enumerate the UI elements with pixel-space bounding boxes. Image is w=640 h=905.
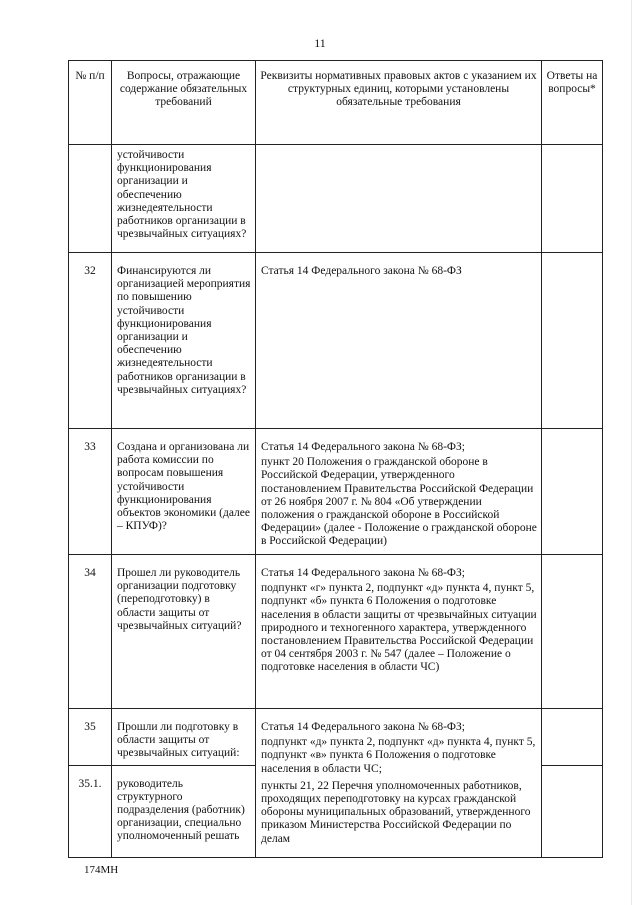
row-question: руководитель структурного подразделения (работник) организации, специально уполномоченный решать (112, 765, 256, 857)
header-requisites: Реквизиты нормативных правовых актов с указанием их структурных единиц, которыми установлены обязательные требования (256, 61, 542, 145)
row-answer-cell[interactable] (542, 765, 603, 857)
table-header-row (69, 61, 603, 145)
requirements-table (68, 60, 603, 858)
row-num: 32 (69, 253, 112, 429)
row-answer-cell[interactable] (542, 145, 603, 253)
row-num: 35 (69, 709, 112, 766)
row-num: 34 (69, 555, 112, 709)
row-question: Создана и организована ли работа комиссии по вопросам повышения устойчивости функционирования объектов экономики (далее – КПУФ)? (112, 429, 256, 555)
requisite-line: Статья 14 Федерального закона № 68-ФЗ; (261, 567, 465, 579)
row-question: Прошли ли подготовку в области защиты от чрезвычайных ситуаций: (112, 709, 256, 766)
row-question: Финансируются ли организацией мероприятия по повышению устойчивости функционирования организации и обеспечению жизнедеятельности работников организации в чрезвычайных ситуациях? (112, 253, 256, 429)
requisite-line: Статья 14 Федерального закона № 68-ФЗ; (261, 721, 465, 733)
requisite-line: Статья 14 Федерального закона № 68-ФЗ (261, 265, 462, 277)
requisite-line: подпункт «г» пункта 2, подпункт «д» пункта 4, пункт 5, подпункт «б» пункта 6 Положения о подготовке населения в области защиты от чрезвычайных ситуации природного и техногенного характера, утвержденного постановлением Правительства Российской Федерации от 04 сентября 2003 г. № 547 (далее – Положение о подготовке населения в области ЧС) (261, 582, 537, 674)
row-question: устойчивости функционирования организации и обеспечению жизнедеятельности работников организации в чрезвычайных ситуациях? (112, 145, 256, 253)
row-requisites (256, 253, 542, 429)
row-num: 33 (69, 429, 112, 555)
header-num: № п/п (69, 61, 112, 145)
table-row (69, 709, 603, 766)
row-num: 35.1. (69, 765, 112, 857)
row-answer-cell[interactable] (542, 253, 603, 429)
table-row (69, 555, 603, 709)
row-answer-cell[interactable] (542, 429, 603, 555)
requisite-line: пункт 20 Положения о гражданской обороне в Российской Федерации, утвержденного постановлением Правительства Российской Федерации от 26 ноября 2007 г. № 804 «Об утверждении положения о гражданской обороне в Российской Федерации» (далее - Положение о гражданской обороне в Российской Федерации) (261, 456, 537, 548)
table-row (69, 145, 603, 253)
footer-code: 174МН (84, 864, 119, 876)
row-requisites (256, 709, 542, 858)
header-answers: Ответы на вопросы* (542, 61, 603, 145)
page-edge-line (631, 0, 632, 905)
table-row (69, 429, 603, 555)
page-number: 11 (314, 36, 326, 50)
requisite-line: подпункт «д» пункта 2, подпункт «д» пункта 4, пункт 5, подпункт «в» пункта 6 Положения о подготовке населения в области ЧС; (261, 736, 536, 775)
row-answer-cell[interactable] (542, 709, 603, 766)
row-requisites (256, 555, 542, 709)
requisite-line: Статья 14 Федерального закона № 68-ФЗ; (261, 441, 465, 453)
row-answer-cell[interactable] (542, 555, 603, 709)
row-question: Прошел ли руководитель организации подготовку (переподготовку) в области защиты от чрезвычайных ситуаций? (112, 555, 256, 709)
header-question: Вопросы, отражающие содержание обязательных требований (112, 61, 256, 145)
row-requisites (256, 429, 542, 555)
table-row (69, 253, 603, 429)
row-num (69, 145, 112, 253)
requisite-line: пункты 21, 22 Перечня уполномоченных работников, проходящих переподготовку на курсах гражданской обороны муниципальных образований, утвержденного приказом Министерства Российской Федерации по делам (261, 779, 531, 845)
row-requisites (256, 145, 542, 253)
